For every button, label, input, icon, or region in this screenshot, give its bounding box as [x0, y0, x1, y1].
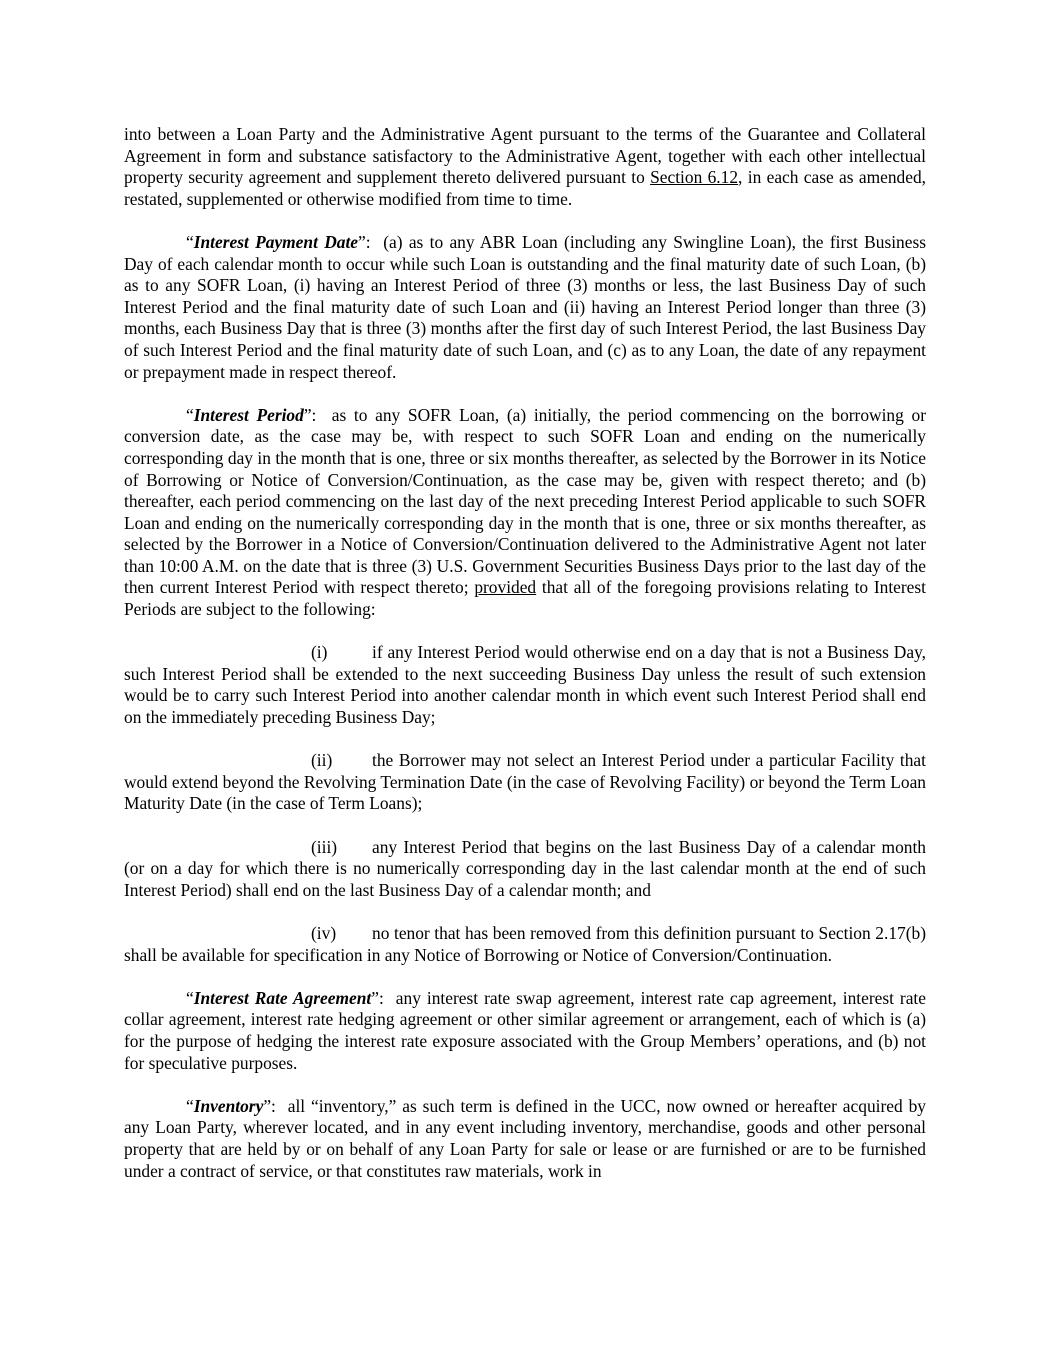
paragraph-text: , in each case as amended, restated, supplemented or otherwise modified from time to time.: [124, 167, 926, 209]
close-quote: ”:: [358, 231, 371, 252]
definition-body: (a) as to any ABR Loan (including any Swingline Loan), the first Business Day of each calendar month to occur while such Loan is outstanding and the final maturity date of such Loan, (b) as to any SOFR Loan, (i) having an Interest Period of three (3) months or less, the last Business Day of such Interest Period and the final maturity date of such Loan and (ii) having an Interest Period longer than three (3) months, each Business Day that is three (3) months after the first day of such Interest Period, the last Business Day of such Interest Period and the final maturity date of such Loan, and (c) as to any Loan, the date of any repayment or prepayment made in respect thereof.: [124, 231, 931, 382]
definition-body: all “inventory,” as such term is defined in the UCC, now owned or hereafter acquired by any Loan Party, wherever located, and in any event including inventory, merchandise, goods and other personal property that are held by or on behalf of any Loan Party for sale or lease or are furnished or are to be furnished under a contract of service, or that constitutes raw materials, work in: [124, 1095, 931, 1181]
open-quote: “: [186, 987, 194, 1008]
document-page: [124, 124, 931, 1182]
open-quote: “: [186, 404, 194, 425]
clause-number: (iv): [311, 922, 337, 943]
definition-body: any interest rate swap agreement, interest rate cap agreement, interest rate collar agreement, interest rate hedging agreement or other similar agreement or arrangement, each of which is (a) for the purpose of hedging the interest rate exposure associated with the Group Members’ operations, and (b) not for speculative purposes.: [124, 987, 931, 1073]
clause-number: (ii): [311, 750, 333, 771]
clause-number: (iii): [311, 836, 338, 857]
definition-body: as to any SOFR Loan, (a) initially, the period commencing on the borrowing or conversion date, as the case may be, with respect to such SOFR Loan and ending on the numerically corresponding day in the month that is one, three or six months thereafter, as selected by the Borrower in its Notice of Borrowing or Notice of Conversion/Continuation, as the case may be, given with respect thereto; and (b) thereafter, each period commencing on the last day of the next preceding Interest Period applicable to such SOFR Loan and ending on the numerically corresponding day in the month that is one, three or six months thereafter, as selected by the Borrower in a Notice of Conversion/Continuation delivered to the Administrative Agent not later than 10:00 A.M. on the date that is three (3) U.S. Government Securities Business Days prior to the last day of the then current Interest Period with respect thereto;: [124, 404, 931, 598]
definition-interest-rate-agreement: [124, 987, 931, 1074]
clause-text: any Interest Period that begins on the last Business Day of a calendar month (or on a day for which there is no numerically corresponding day in the last calendar month at the end of such Interest Period) shall end on the last Business Day of a calendar month; and: [124, 836, 926, 900]
definition-inventory: [124, 1095, 931, 1182]
defined-term: Inventory: [193, 1095, 264, 1116]
paragraph-text: into between a Loan Party and the Administrative Agent pursuant to the terms of the Guarantee and Collateral Agreement in form and substance satisfactory to the Administrative Agent, together with each other intellectual property security agreement and supplement thereto delivered pursuant to: [124, 124, 926, 188]
open-quote: “: [186, 231, 194, 252]
open-quote: “: [186, 1095, 194, 1116]
close-quote: ”:: [263, 1095, 276, 1116]
clause-number: (i): [311, 642, 328, 663]
definition-body: that all of the foregoing provisions relating to Interest Periods are subject to the following:: [124, 577, 926, 620]
definition-interest-payment-date: [124, 231, 931, 383]
close-quote: ”:: [303, 404, 317, 425]
clause-ii: [124, 750, 926, 815]
clause-iv: [124, 923, 926, 966]
ip-agreement-paragraph: [124, 124, 926, 210]
close-quote: ”:: [371, 987, 384, 1008]
defined-term: Interest Period: [193, 404, 304, 425]
defined-term: Interest Rate Agreement: [193, 987, 372, 1008]
clause-i: [124, 642, 926, 728]
clause-text: no tenor that has been removed from this definition pursuant to Section 2.17(b) shall be available for specification in any Notice of Borrowing or Notice of Conversion/Continuation.: [124, 922, 926, 965]
clause-text: if any Interest Period would otherwise end on a day that is not a Business Day, such Interest Period shall be extended to the next succeeding Business Day unless the result of such extension would be to carry such Interest Period into another calendar month in which event such Interest Period shall end on the immediately preceding Business Day;: [124, 642, 926, 728]
clause-text: the Borrower may not select an Interest Period under a particular Facility that would extend beyond the Revolving Termination Date (in the case of Revolving Facility) or beyond the Term Loan Maturity Date (in the case of Term Loans);: [124, 750, 926, 814]
clause-iii: [124, 837, 926, 902]
definition-interest-period: [124, 404, 931, 621]
section-reference: Section 6.12: [650, 167, 739, 188]
defined-term: Interest Payment Date: [193, 231, 359, 252]
provided-term: provided: [474, 577, 537, 598]
